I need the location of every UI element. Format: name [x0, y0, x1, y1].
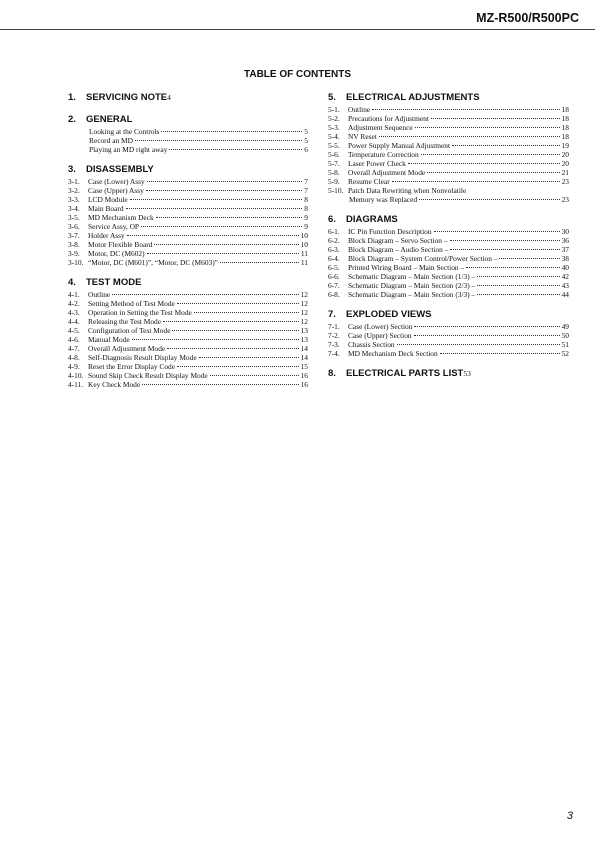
- entry-page: 23: [561, 177, 569, 186]
- entry-title: Case (Lower) Assy: [88, 177, 145, 186]
- dot-leader: [450, 249, 559, 250]
- entry-number: 3-7.: [68, 231, 80, 240]
- entry-page: 12: [300, 308, 308, 317]
- entry-title: Outline: [88, 290, 111, 299]
- entry-number: 3-4.: [68, 204, 80, 213]
- dot-leader: [161, 131, 302, 132]
- section-heading[interactable]: [68, 91, 308, 105]
- dot-leader: [169, 149, 302, 150]
- entry-page: 6: [304, 145, 308, 154]
- entry-number: 3-9.: [68, 249, 80, 258]
- dot-leader: [419, 199, 559, 200]
- entry-number: 5-10.: [328, 186, 344, 195]
- entry-page: 43: [561, 281, 569, 290]
- toc-entry[interactable]: [68, 362, 308, 371]
- section-number: 7.: [328, 309, 336, 320]
- section-number: 1.: [68, 92, 76, 103]
- entry-number: 3-8.: [68, 240, 80, 249]
- entry-title: Reset the Error Display Code: [88, 362, 176, 371]
- toc-entry[interactable]: [68, 290, 308, 299]
- entry-page: 18: [561, 132, 569, 141]
- section-number: 8.: [328, 368, 336, 379]
- entry-number: 6-8.: [328, 290, 340, 299]
- section-heading[interactable]: [68, 163, 308, 177]
- dot-leader: [431, 118, 560, 119]
- section-title: ELECTRICAL ADJUSTMENTS: [346, 92, 480, 103]
- dot-leader: [167, 348, 298, 349]
- section-heading[interactable]: [328, 308, 569, 322]
- entry-title: Overall Adjustment Mode: [88, 344, 166, 353]
- dot-leader: [372, 109, 559, 110]
- toc-entry[interactable]: [328, 290, 569, 299]
- dot-leader: [397, 344, 560, 345]
- section-heading[interactable]: [68, 113, 308, 127]
- entry-title: Chassis Section: [348, 340, 395, 349]
- entry-page: 44: [561, 290, 569, 299]
- toc-section: [68, 276, 308, 389]
- section-heading[interactable]: [328, 367, 569, 381]
- entry-page: 12: [300, 317, 308, 326]
- entry-page: 20: [561, 159, 569, 168]
- entry-number: 6-6.: [328, 272, 340, 281]
- entry-number: 6-7.: [328, 281, 340, 290]
- entry-number: 5-8.: [328, 168, 340, 177]
- entry-title: Schematic Diagram – Main Section (3/3) –: [348, 290, 476, 299]
- entry-page: 9: [304, 222, 308, 231]
- entry-page: 13: [300, 335, 308, 344]
- entry-title: Self-Diagnosis Result Display Mode: [88, 353, 197, 362]
- toc-entry[interactable]: [68, 371, 308, 380]
- toc-right-column: [328, 91, 569, 381]
- entry-number: 6-2.: [328, 236, 340, 245]
- entry-number: 4-10.: [68, 371, 84, 380]
- header-divider: [0, 29, 595, 30]
- toc-entry[interactable]: [68, 231, 308, 240]
- entry-title: Operation in Setting the Test Mode: [88, 308, 192, 317]
- entry-line-1: [328, 186, 569, 195]
- toc-entry[interactable]: [68, 195, 308, 204]
- entry-title: Patch Data Rewriting when Nonvolatile: [348, 186, 467, 195]
- dot-leader: [210, 375, 299, 376]
- toc-entry[interactable]: [68, 127, 308, 136]
- dot-leader: [499, 258, 559, 259]
- dot-leader: [194, 312, 299, 313]
- entry-page: 5: [304, 127, 308, 136]
- toc-section: [328, 367, 569, 381]
- entry-number: 5-3.: [328, 123, 340, 132]
- toc-entry[interactable]: [328, 331, 569, 340]
- dot-leader: [163, 321, 299, 322]
- entry-number: 4-3.: [68, 308, 80, 317]
- entry-number: 5-5.: [328, 141, 340, 150]
- entry-title: Power Supply Manual Adjustment: [348, 141, 451, 150]
- dot-leader: [452, 145, 560, 146]
- toc-entry[interactable]: [328, 177, 569, 186]
- section-number: 4.: [68, 277, 76, 288]
- entry-title: Adjustment Sequence: [348, 123, 413, 132]
- entry-number: 5-4.: [328, 132, 340, 141]
- entry-page: 51: [561, 340, 569, 349]
- entry-number: 7-3.: [328, 340, 340, 349]
- entry-title-cont: Memory was Replaced: [349, 195, 418, 204]
- entry-title: Case (Upper) Section: [348, 331, 412, 340]
- entry-title: “Motor, DC (M601)”, “Motor, DC (M603)”: [88, 258, 218, 267]
- entry-title: Case (Lower) Section: [348, 322, 413, 331]
- entry-number: 7-4.: [328, 349, 340, 358]
- toc-entry[interactable]: [68, 344, 308, 353]
- entry-number: 3-6.: [68, 222, 80, 231]
- toc-section: [328, 213, 569, 299]
- entry-number: 4-8.: [68, 353, 80, 362]
- toc-entry[interactable]: [68, 299, 308, 308]
- dot-leader: [177, 366, 299, 367]
- toc-title: TABLE OF CONTENTS: [243, 69, 352, 80]
- toc-entry[interactable]: [328, 227, 569, 236]
- entry-title: LCD Module: [88, 195, 128, 204]
- toc-entry[interactable]: [68, 249, 308, 258]
- dot-leader: [415, 127, 560, 128]
- toc-entry[interactable]: [328, 141, 569, 150]
- dot-leader: [146, 190, 302, 191]
- entry-title: Sound Skip Check Result Display Mode: [88, 371, 208, 380]
- toc-entry[interactable]: [328, 349, 569, 358]
- entry-page: 18: [561, 114, 569, 123]
- toc-entry[interactable]: [68, 317, 308, 326]
- entry-page: 10: [300, 231, 308, 240]
- section-number: 3.: [68, 164, 76, 175]
- toc-entry[interactable]: [68, 222, 308, 231]
- entry-number: 4-2.: [68, 299, 80, 308]
- entry-number: 4-11.: [68, 380, 84, 389]
- dot-leader: [172, 330, 298, 331]
- entry-title: Releasing the Test Mode: [88, 317, 162, 326]
- entry-title: Schematic Diagram – Main Section (2/3) –: [348, 281, 476, 290]
- entry-number: 6-3.: [328, 245, 340, 254]
- toc-section: [68, 163, 308, 267]
- toc-left-column: [68, 91, 308, 389]
- entry-number: 4-9.: [68, 362, 80, 371]
- entry-number: 4-4.: [68, 317, 80, 326]
- entry-title: Block Diagram – Audio Section –: [348, 245, 449, 254]
- dot-leader: [220, 262, 299, 263]
- dot-leader: [132, 339, 299, 340]
- entry-number: 4-1.: [68, 290, 80, 299]
- section-title: DIAGRAMS: [346, 214, 398, 225]
- entry-title: Configuration of Test Mode: [88, 326, 171, 335]
- entry-number: 6-1.: [328, 227, 340, 236]
- toc-section: [328, 308, 569, 358]
- section-title: DISASSEMBLY: [86, 164, 154, 175]
- dot-leader: [450, 240, 560, 241]
- entry-page: 11: [300, 258, 308, 267]
- toc-entry[interactable]: [328, 159, 569, 168]
- toc-entry[interactable]: [328, 132, 569, 141]
- entry-title: Schematic Diagram – Main Section (1/3) –: [348, 272, 476, 281]
- entry-title: Overall Adjustment Mode: [348, 168, 426, 177]
- entry-page: 36: [561, 236, 569, 245]
- dot-leader: [427, 172, 559, 173]
- entry-title: Motor Flexible Board: [88, 240, 153, 249]
- entry-number: 5-2.: [328, 114, 340, 123]
- toc-entry[interactable]: [68, 326, 308, 335]
- toc-entry[interactable]: [328, 114, 569, 123]
- entry-number: 4-6.: [68, 335, 80, 344]
- toc-entry[interactable]: [68, 335, 308, 344]
- entry-title: Motor, DC (M602): [88, 249, 145, 258]
- dot-leader: [141, 226, 302, 227]
- entry-page: 19: [561, 141, 569, 150]
- entry-title: Manual Mode: [88, 335, 130, 344]
- toc-entry[interactable]: [328, 123, 569, 132]
- section-title: TEST MODE: [86, 277, 142, 288]
- entry-line-2: [328, 195, 569, 204]
- dot-leader: [421, 154, 560, 155]
- entry-page: 37: [561, 245, 569, 254]
- dot-leader: [126, 208, 303, 209]
- entry-page: 14: [300, 344, 308, 353]
- dot-leader: [147, 181, 303, 182]
- entry-title: Setting Method of Test Mode: [88, 299, 175, 308]
- toc-entry[interactable]: [68, 380, 308, 389]
- entry-page: 18: [561, 123, 569, 132]
- dot-leader: [154, 244, 298, 245]
- toc-entry[interactable]: [68, 136, 308, 145]
- toc-entry[interactable]: [68, 308, 308, 317]
- toc-entry[interactable]: [328, 245, 569, 254]
- entry-title: Resume Clear: [348, 177, 390, 186]
- entry-page: 49: [561, 322, 569, 331]
- toc-entry[interactable]: [328, 263, 569, 272]
- entry-page: 20: [561, 150, 569, 159]
- toc-entry[interactable]: [68, 177, 308, 186]
- entry-title: IC Pin Function Description: [348, 227, 432, 236]
- dot-leader: [112, 294, 298, 295]
- entry-page: 12: [300, 299, 308, 308]
- entry-number: 3-2.: [68, 186, 80, 195]
- section-page: 4: [167, 93, 171, 102]
- entry-page: 30: [561, 227, 569, 236]
- entry-number: 6-5.: [328, 263, 340, 272]
- entry-number: 5-6.: [328, 150, 340, 159]
- entry-number: 3-5.: [68, 213, 80, 222]
- section-number: 6.: [328, 214, 336, 225]
- entry-number: 5-9.: [328, 177, 340, 186]
- dot-leader: [477, 285, 559, 286]
- entry-page: 52: [561, 349, 569, 358]
- dot-leader: [147, 253, 299, 254]
- toc-entry[interactable]: [328, 272, 569, 281]
- dot-leader: [414, 335, 560, 336]
- model-number: MZ-R500/R500PC: [476, 11, 579, 25]
- entry-number: 7-1.: [328, 322, 340, 331]
- toc-entry[interactable]: [68, 213, 308, 222]
- dot-leader: [466, 267, 559, 268]
- dot-leader: [156, 217, 303, 218]
- entry-page: 12: [300, 290, 308, 299]
- toc-entry[interactable]: [68, 258, 308, 267]
- entry-page: 5: [304, 136, 308, 145]
- toc-entry[interactable]: [328, 150, 569, 159]
- dot-leader: [414, 326, 559, 327]
- entry-title: NV Reset: [348, 132, 377, 141]
- dot-leader: [408, 163, 560, 164]
- entry-page: 42: [561, 272, 569, 281]
- section-title: EXPLODED VIEWS: [346, 309, 432, 320]
- dot-leader: [199, 357, 299, 358]
- section-heading[interactable]: [68, 276, 308, 290]
- toc-entry[interactable]: [328, 186, 569, 204]
- toc-entry[interactable]: [328, 105, 569, 114]
- entry-page: 16: [300, 371, 308, 380]
- dot-leader: [477, 294, 559, 295]
- entry-number: 6-4.: [328, 254, 340, 263]
- entry-page: 21: [561, 168, 569, 177]
- dot-leader: [142, 384, 298, 385]
- toc-section: [68, 113, 308, 154]
- section-page: 53: [463, 369, 471, 378]
- entry-page: 18: [561, 105, 569, 114]
- entry-title: MD Mechanism Deck Section: [348, 349, 438, 358]
- toc-entry[interactable]: [328, 322, 569, 331]
- toc-entry[interactable]: [68, 204, 308, 213]
- toc-entry[interactable]: [68, 353, 308, 362]
- section-number: 5.: [328, 92, 336, 103]
- entry-title: MD Mechanism Deck: [88, 213, 154, 222]
- entry-title: Temperature Correction: [348, 150, 419, 159]
- section-heading[interactable]: [328, 213, 569, 227]
- entry-number: 3-3.: [68, 195, 80, 204]
- entry-title: Playing an MD right away: [89, 145, 168, 154]
- toc-entry[interactable]: [328, 281, 569, 290]
- entry-page: 14: [300, 353, 308, 362]
- dot-leader: [135, 140, 302, 141]
- entry-number: 3-1.: [68, 177, 80, 186]
- section-title: SERVICING NOTE: [86, 92, 168, 103]
- entry-title: Record an MD: [89, 136, 133, 145]
- entry-number: 4-5.: [68, 326, 80, 335]
- dot-leader: [440, 353, 560, 354]
- entry-title: Printed Wiring Board – Main Section –: [348, 263, 465, 272]
- entry-title: Service Assy, OP: [88, 222, 140, 231]
- toc-entry[interactable]: [328, 236, 569, 245]
- section-title: GENERAL: [86, 114, 133, 125]
- dot-leader: [127, 235, 299, 236]
- entry-page: 7: [304, 186, 308, 195]
- dot-leader: [477, 276, 559, 277]
- toc-entry[interactable]: [328, 340, 569, 349]
- toc-entry[interactable]: [68, 186, 308, 195]
- entry-title: Block Diagram – Servo Section –: [348, 236, 448, 245]
- toc-entry[interactable]: [328, 168, 569, 177]
- entry-title: Outline: [348, 105, 371, 114]
- dot-leader: [434, 231, 560, 232]
- entry-page: 8: [304, 195, 308, 204]
- entry-page: 13: [300, 326, 308, 335]
- entry-page: 11: [300, 249, 308, 258]
- entry-number: 5-1.: [328, 105, 340, 114]
- entry-page: 15: [300, 362, 308, 371]
- entry-title: Looking at the Controls: [89, 127, 160, 136]
- toc-entry[interactable]: [68, 145, 308, 154]
- dot-leader: [177, 303, 299, 304]
- entry-title: Key Check Mode: [88, 380, 141, 389]
- dot-leader: [130, 199, 303, 200]
- toc-entry[interactable]: [68, 240, 308, 249]
- dot-leader: [379, 136, 560, 137]
- section-heading[interactable]: [328, 91, 569, 105]
- entry-page: 23: [561, 195, 569, 204]
- entry-page: 50: [561, 331, 569, 340]
- toc-entry[interactable]: [328, 254, 569, 263]
- entry-title: Case (Upper) Assy: [88, 186, 144, 195]
- section-title: ELECTRICAL PARTS LIST: [346, 368, 464, 379]
- entry-page: 16: [300, 380, 308, 389]
- entry-number: 5-7.: [328, 159, 340, 168]
- entry-page: 8: [304, 204, 308, 213]
- toc-section: [68, 91, 308, 105]
- entry-number: 4-7.: [68, 344, 80, 353]
- toc-section: [328, 91, 569, 204]
- entry-title: Precautions for Adjustment: [348, 114, 429, 123]
- entry-page: 40: [561, 263, 569, 272]
- dot-leader: [392, 181, 560, 182]
- section-number: 2.: [68, 114, 76, 125]
- entry-page: 7: [304, 177, 308, 186]
- entry-page: 38: [561, 254, 569, 263]
- entry-title: Laser Power Check: [348, 159, 406, 168]
- entry-title: Main Board: [88, 204, 124, 213]
- page-number: 3: [566, 810, 573, 822]
- entry-number: 7-2.: [328, 331, 340, 340]
- entry-title: Block Diagram – System Control/Power Section –: [348, 254, 498, 263]
- entry-number: 3-10.: [68, 258, 84, 267]
- entry-page: 10: [300, 240, 308, 249]
- entry-page: 9: [304, 213, 308, 222]
- entry-title: Holder Assy: [88, 231, 125, 240]
